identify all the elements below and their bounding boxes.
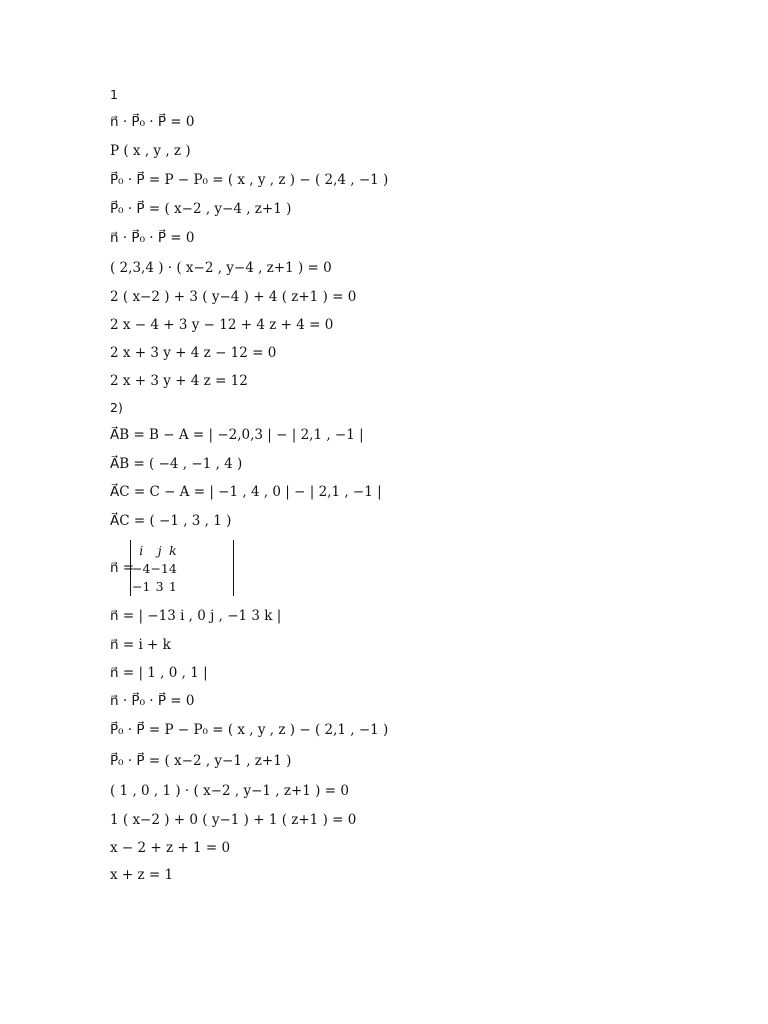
matrix-cell: i — [139, 543, 144, 558]
matrix-row — [132, 560, 177, 578]
matrix-row — [132, 578, 177, 596]
equation-line: n⃗ = | 1 , 0 , 1 | — [110, 665, 208, 681]
equation-line: ( 2,3,4 ) · ( x−2 , y−4 , z+1 ) = 0 — [110, 260, 332, 276]
equation-line: P ( x , y , z ) — [110, 143, 191, 159]
equation-line: P⃗₀ · P⃗ = P − P₀ = ( x , y , z ) − ( 2,4 , −1 ) — [110, 172, 389, 188]
matrix-cell: k — [169, 543, 177, 558]
equation-line: P⃗₀ · P⃗ = ( x−2 , y−1 , z+1 ) — [110, 753, 292, 769]
equation-line: ( 1 , 0 , 1 ) · ( x−2 , y−1 , z+1 ) = 0 — [110, 783, 349, 799]
matrix-cell: −1 — [132, 579, 151, 594]
equation-line: A⃗B = ( −4 , −1 , 4 ) — [110, 456, 243, 472]
equation-line: 2 x + 3 y + 4 z − 12 = 0 — [110, 345, 277, 361]
equation-line: 2 ( x−2 ) + 3 ( y−4 ) + 4 ( z+1 ) = 0 — [110, 289, 357, 305]
equation-line: A⃗C = ( −1 , 3 , 1 ) — [110, 513, 232, 529]
matrix-cell: 4 — [168, 561, 177, 576]
equation-line: 1 ( x−2 ) + 0 ( y−1 ) + 1 ( z+1 ) = 0 — [110, 812, 357, 828]
determinant-matrix — [132, 542, 177, 596]
equation-line: n⃗ · P⃗₀ · P⃗ = 0 — [110, 693, 195, 709]
section-2-heading: 2) — [110, 400, 123, 415]
equation-line: 2 x + 3 y + 4 z = 12 — [110, 373, 248, 389]
equation-line: x − 2 + z + 1 = 0 — [110, 840, 231, 856]
equation-line: A⃗B = B − A = | −2,0,3 | − | 2,1 , −1 | — [110, 427, 364, 443]
equation-line: P⃗₀ · P⃗ = P − P₀ = ( x , y , z ) − ( 2,1 , −1 ) — [110, 722, 389, 738]
matrix-cell: −4 — [132, 561, 151, 576]
equation-line: P⃗₀ · P⃗ = ( x−2 , y−4 , z+1 ) — [110, 201, 292, 217]
equation-line: n⃗ · P⃗₀ · P⃗ = 0 — [110, 114, 195, 130]
matrix-cell: 1 — [168, 579, 177, 594]
determinant-lhs: n⃗ = — [110, 560, 135, 576]
equation-line: n⃗ = i + k — [110, 637, 171, 653]
section-1-heading: 1 — [110, 87, 118, 102]
matrix-row — [132, 542, 177, 560]
equation-line: A⃗C = C − A = | −1 , 4 , 0 | − | 2,1 , −1 | — [110, 484, 382, 500]
equation-line: n⃗ = | −13 i , 0 j , −1 3 k | — [110, 608, 282, 624]
equation-line: n⃗ · P⃗₀ · P⃗ = 0 — [110, 230, 195, 246]
matrix-cell: −1 — [150, 561, 169, 576]
matrix-cell: 3 — [155, 579, 164, 594]
equation-line: 2 x − 4 + 3 y − 12 + 4 z + 4 = 0 — [110, 317, 334, 333]
matrix-cell: j — [157, 543, 162, 558]
equation-line: x + z = 1 — [110, 867, 174, 883]
